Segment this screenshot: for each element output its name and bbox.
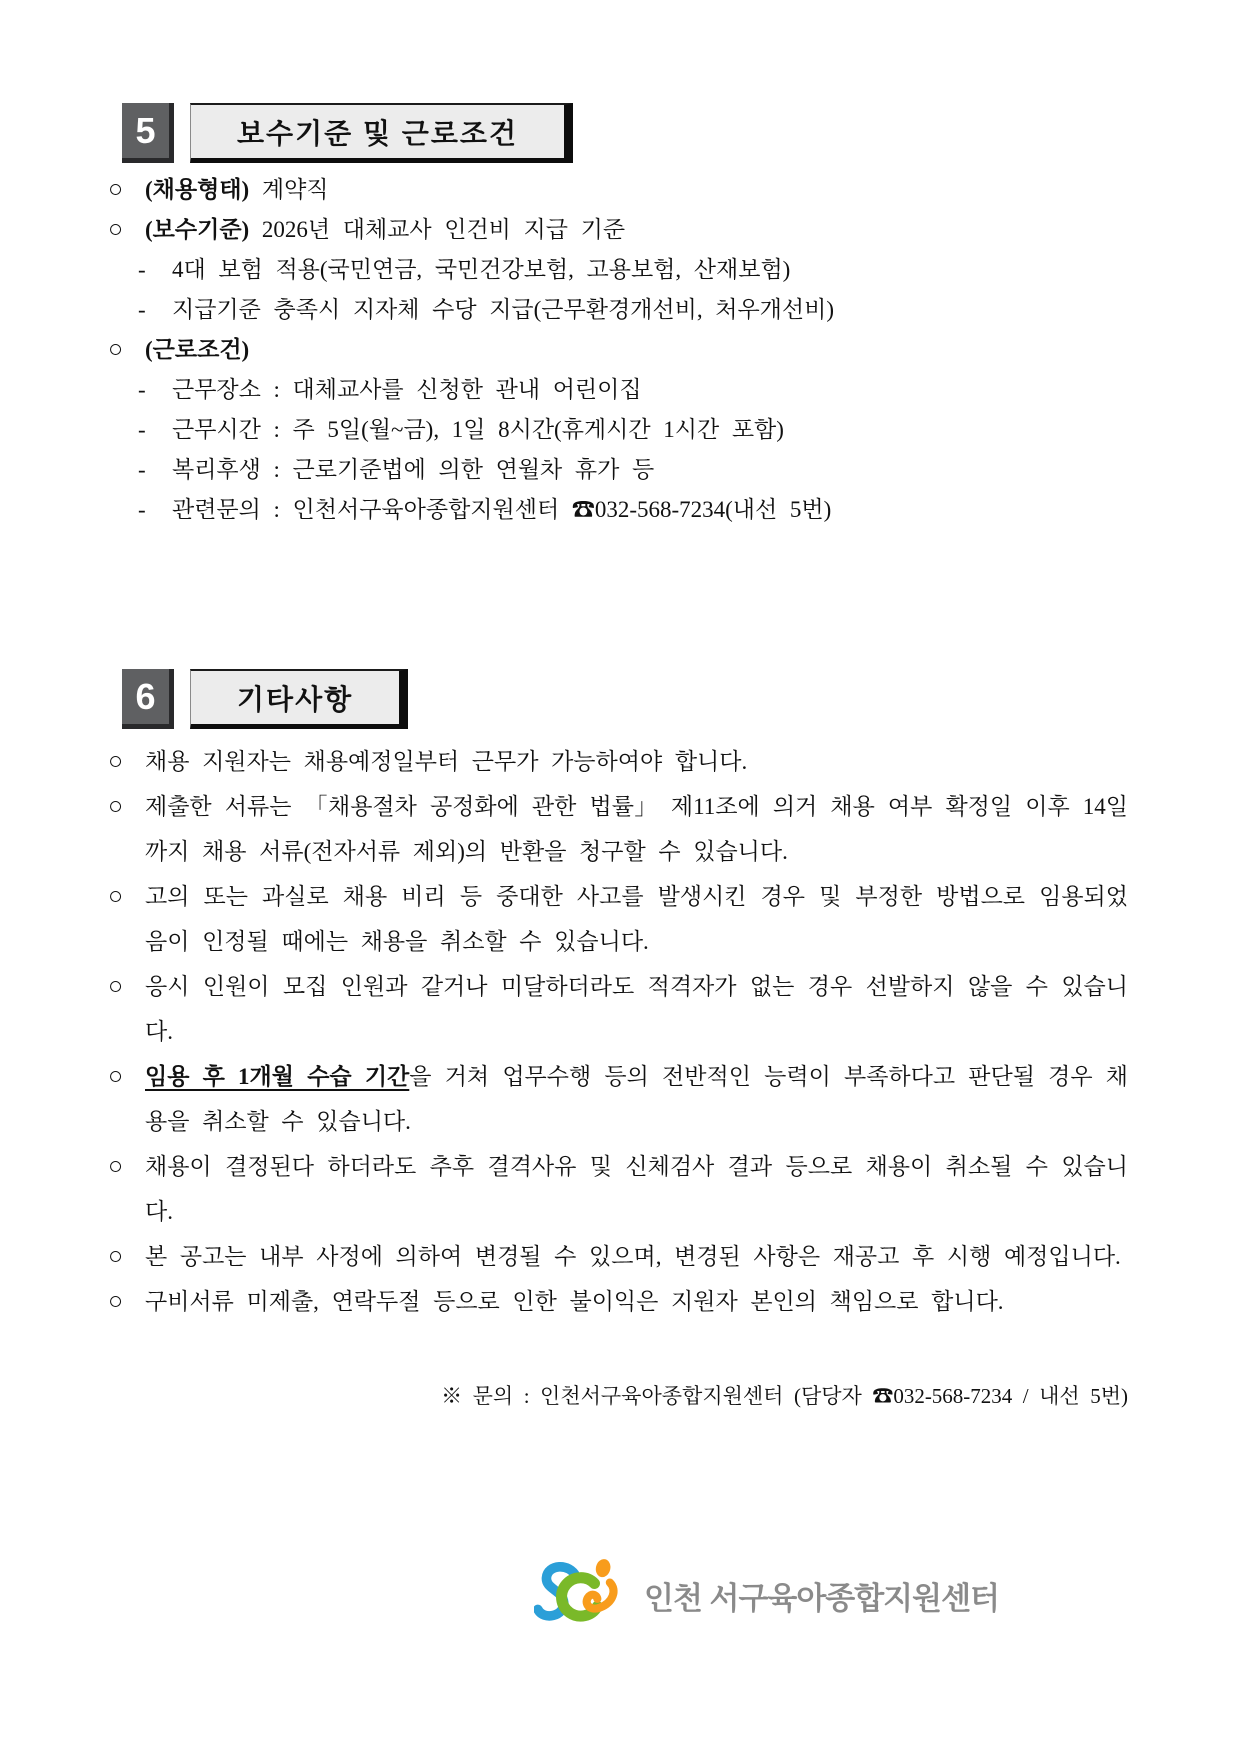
circle-bullet-icon: ○ [108, 216, 124, 243]
item-text: 을 거쳐 업무수행 등의 전반적인 능력이 부족하다고 판단될 경우 채용을 취소할 수 있습니다. [145, 1064, 1128, 1134]
circle-bullet-icon: ○ [108, 748, 124, 775]
item-text: 채용이 결정된다 하더라도 추후 결격사유 및 신체검사 결과 등으로 채용이 취소될 수 있습니다. [145, 1154, 1128, 1224]
item-label: (보수기준) [145, 217, 250, 242]
list-item [108, 874, 1128, 964]
list-item [108, 293, 1128, 327]
circle-bullet-icon: ○ [108, 793, 124, 820]
section-5-header [122, 103, 1128, 163]
item-text: 복리후생 : 근로기준법에 의한 연월차 휴가 등 [172, 457, 655, 482]
list-item [108, 1144, 1128, 1234]
circle-bullet-icon: ○ [108, 973, 124, 1000]
list-item [108, 413, 1128, 447]
item-text: 구비서류 미제출, 연락두절 등으로 인한 불이익은 지원자 본인의 책임으로 합니다. [145, 1289, 1004, 1314]
list-item [108, 253, 1128, 287]
section-6-number-badge: 6 [122, 669, 174, 729]
list-item [108, 784, 1128, 874]
list-item [108, 964, 1128, 1054]
section-6-title: 기타사항 [190, 669, 408, 729]
dash-bullet-icon: - [138, 297, 146, 322]
footer [534, 1556, 999, 1634]
circle-bullet-icon: ○ [108, 1243, 124, 1270]
circle-bullet-icon: ○ [108, 176, 124, 203]
section-5-title: 보수기준 및 근로조건 [190, 103, 573, 163]
dash-bullet-icon: - [138, 497, 146, 522]
dash-bullet-icon: - [138, 377, 146, 402]
item-text: 지급기준 충족시 지자체 수당 지급(근무환경개선비, 처우개선비) [172, 297, 834, 322]
list-item [108, 1054, 1128, 1144]
list-item [108, 1279, 1128, 1324]
circle-bullet-icon: ○ [108, 1153, 124, 1180]
item-text: 채용 지원자는 채용예정일부터 근무가 가능하여야 합니다. [145, 749, 748, 774]
section-6-header [122, 669, 1128, 729]
list-item [108, 373, 1128, 407]
section-5-list [108, 173, 1128, 527]
document-content [108, 103, 1128, 1410]
list-item [108, 333, 1128, 367]
dash-bullet-icon: - [138, 257, 146, 282]
item-text: 계약직 [249, 177, 329, 202]
item-label: (채용형태) [145, 177, 250, 202]
item-text: 응시 인원이 모집 인원과 같거나 미달하더라도 적격자가 없는 경우 선발하지 않을 수 있습니다. [145, 974, 1128, 1044]
item-text: 근무장소 : 대체교사를 신청한 관내 어린이집 [172, 377, 642, 402]
list-item [108, 493, 1128, 527]
dash-bullet-icon: - [138, 417, 146, 442]
circle-bullet-icon: ○ [108, 883, 124, 910]
footer-org-name: 인천 서구육아종합지원센터 [644, 1580, 999, 1616]
list-item [108, 213, 1128, 247]
circle-bullet-icon: ○ [108, 1063, 124, 1090]
item-text: 제출한 서류는 「채용절차 공정화에 관한 법률」 제11조에 의거 채용 여부 확정일 이후 14일까지 채용 서류(전자서류 제외)의 반환을 청구할 수 있습니다. [145, 794, 1128, 864]
item-label: (근로조건) [145, 337, 250, 362]
circle-bullet-icon: ○ [108, 1288, 124, 1315]
contact-note: ※ 문의 : 인천서구육아종합지원센터 (담당자 ☎032-568-7234 / 내선 5번) [441, 1384, 1128, 1408]
item-emphasis: 임용 후 1개월 수습 기간 [145, 1064, 410, 1089]
list-item [108, 739, 1128, 784]
list-item [108, 173, 1128, 207]
item-text: 2026년 대체교사 인건비 지급 기준 [249, 217, 626, 242]
item-text: 4대 보험 적용(국민연금, 국민건강보험, 고용보험, 산재보험) [172, 257, 791, 282]
item-text: 본 공고는 내부 사정에 의하여 변경될 수 있으며, 변경된 사항은 재공고 후 시행 예정입니다. [145, 1244, 1121, 1269]
circle-bullet-icon: ○ [108, 336, 124, 363]
item-text: 관련문의 : 인천서구육아종합지원센터 ☎032-568-7234(내선 5번) [172, 497, 832, 522]
item-text: 근무시간 : 주 5일(월~금), 1일 8시간(휴게시간 1시간 포함) [172, 417, 784, 442]
center-logo-icon [534, 1556, 630, 1634]
item-text: 고의 또는 과실로 채용 비리 등 중대한 사고를 발생시킨 경우 및 부정한 방법으로 임용되었음이 인정될 때에는 채용을 취소할 수 있습니다. [145, 884, 1128, 954]
dash-bullet-icon: - [138, 457, 146, 482]
list-item [108, 1234, 1128, 1279]
section-6-list [108, 739, 1128, 1324]
section-5-number-badge: 5 [122, 103, 174, 163]
list-item [108, 453, 1128, 487]
